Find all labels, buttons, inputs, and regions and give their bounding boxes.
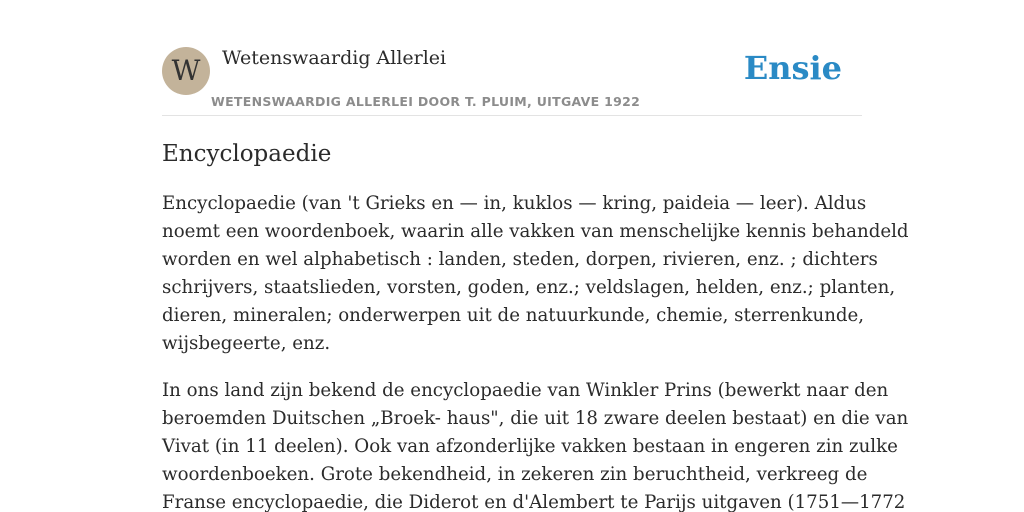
- paragraph-line: schrijvers, staatslieden, vorsten, goden, enz.; veldslagen, helden, enz.; planten,: [162, 277, 896, 298]
- article: [162, 138, 909, 512]
- article-title: Encyclopaedie: [162, 141, 332, 167]
- paragraph-line: noemt een woordenboek, waarin alle vakken van menschelijke kennis behandeld: [162, 221, 909, 242]
- paragraph-line: Franse encyclopaedie, die Diderot en d'Alembert te Parijs uitgaven (1751—1772: [162, 492, 906, 512]
- paragraph-line: beroemden Duitschen „Broek- haus", die uit 18 zware deelen bestaat) en die van: [162, 408, 909, 429]
- paragraph-line: dieren, mineralen; onderwerpen uit de natuurkunde, chemie, sterrenkunde,: [162, 305, 865, 326]
- paragraph-line: Encyclopaedie (van 't Grieks en — in, kuklos — kring, paideia — leer). Aldus: [162, 193, 867, 214]
- brand-logo[interactable]: Ensie: [743, 49, 842, 87]
- paragraph-line: wijsbegeerte, enz.: [162, 333, 331, 354]
- source-avatar[interactable]: W: [162, 47, 210, 95]
- paragraph-line: woordenboeken. Grote bekendheid, in zekeren zin beruchtheid, verkreeg de: [162, 464, 868, 485]
- source-subtitle: WETENSWAARDIG ALLERLEI DOOR T. PLUIM, UITGAVE 1922: [211, 94, 641, 109]
- paragraph-line: In ons land zijn bekend de encyclopaedie van Winkler Prins (bewerkt naar den: [162, 380, 889, 401]
- paragraph-line: Vivat (in 11 deelen). Ook van afzonderlijke vakken bestaan in engeren zin zulke: [162, 436, 898, 457]
- source-header: [162, 44, 862, 116]
- source-title[interactable]: Wetenswaardig Allerlei: [222, 47, 447, 69]
- paragraph-line: worden en wel alphabetisch : landen, steden, dorpen, rivieren, enz. ; dichters: [162, 249, 878, 270]
- article-paragraph: [162, 377, 909, 512]
- article-paragraph: [162, 190, 909, 358]
